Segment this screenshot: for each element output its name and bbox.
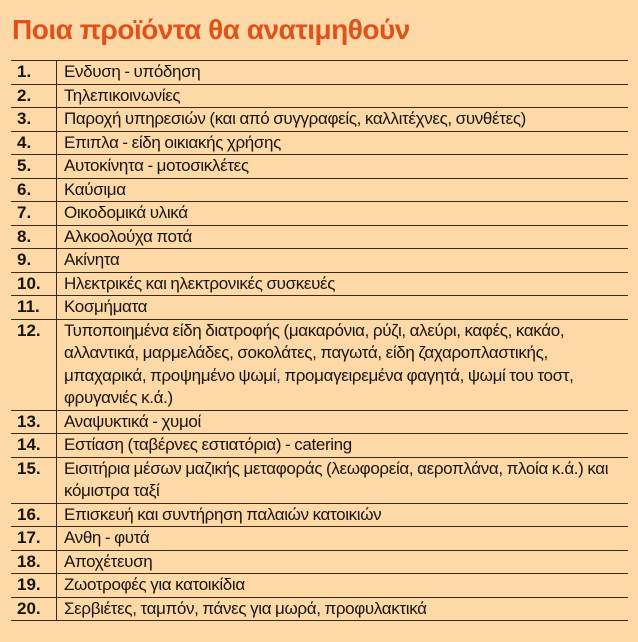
item-text: Ενδυση - υπόδηση: [64, 62, 201, 81]
item-text: Σερβιέτες, ταμπόν, πάνες για μωρά, προφυλακτικά: [64, 598, 427, 618]
item-text: Αναψυκτικά - χυμοί: [64, 411, 201, 431]
item-number: 6.: [11, 179, 57, 202]
table-row: [11, 574, 628, 598]
table-row: [11, 226, 628, 250]
item-text: Καύσιμα: [64, 179, 126, 199]
item-text: Αποχέτευση: [64, 551, 153, 571]
item-text: Οικοδομικά υλικά: [64, 203, 188, 222]
table-row: [11, 434, 628, 458]
item-text: Ζωοτροφές για κατοικίδια: [64, 575, 245, 594]
item-number: 7.: [11, 202, 57, 225]
item-text: Αλκοολούχα ποτά: [64, 226, 192, 246]
item-number: 9.: [11, 249, 57, 272]
table-row: [11, 61, 628, 85]
table-row: [11, 273, 628, 297]
item-text: Ακίνητα: [64, 250, 120, 269]
item-text: Εστίαση (ταβέρνες εστιατόρια) - catering: [64, 435, 352, 454]
table-row: [11, 249, 628, 273]
item-number: 16.: [11, 504, 57, 527]
item-number: 18.: [11, 551, 57, 574]
table-row: [11, 132, 628, 156]
item-number: 11.: [11, 296, 57, 319]
item-text: Αυτοκίνητα - μοτοσικλέτες: [64, 156, 249, 175]
item-text: Τηλεπικοινωνίες: [64, 85, 181, 105]
table-row: [11, 202, 628, 226]
item-number: 13.: [11, 411, 57, 434]
item-number: 20.: [11, 598, 57, 621]
item-number: 3.: [11, 108, 57, 131]
table-row: [11, 411, 628, 435]
table-row: [11, 551, 628, 575]
table-row: [11, 458, 628, 504]
table-row: [11, 108, 628, 132]
item-text: Παροχή υπηρεσιών (και από συγγραφείς, καλλιτέχνες, συνθέτες): [64, 109, 526, 128]
item-number: 8.: [11, 226, 57, 249]
item-number: 19.: [11, 574, 57, 597]
item-number: 12.: [11, 320, 57, 410]
item-number: 1.: [11, 61, 57, 84]
table-row: [11, 296, 628, 320]
item-number: 17.: [11, 527, 57, 550]
item-number: 15.: [11, 458, 57, 503]
table-row: [11, 598, 628, 622]
price-increase-table: [11, 60, 628, 621]
table-row: [11, 320, 628, 411]
item-number: 14.: [11, 434, 57, 457]
item-text: Τυποποιημένα είδη διατροφής (μακαρόνια, ρύζι, αλεύρι, καφές, κακάο, αλλαντικά, μαρμελάδες, σοκολάτες, παγωτά, είδη ζαχαροπλαστικής, μπαχαρικά, προψημένο ψωμί, προμαγειρεμένα φαγητά, ψωμί του τοστ, φρυγανιές κ.ά.): [64, 320, 574, 407]
item-number: 5.: [11, 155, 57, 178]
item-text: Κοσμήματα: [64, 297, 148, 316]
item-text: Εισιτήρια μέσων μαζικής μεταφοράς (λεωφορεία, αεροπλάνα, πλοία κ.ά.) και κόμιστρα ταξί: [64, 458, 609, 500]
table-row: [11, 504, 628, 528]
item-text: Επισκευή και συντήρηση παλαιών κατοικιών: [64, 504, 382, 524]
item-number: 10.: [11, 273, 57, 296]
table-row: [11, 85, 628, 109]
table-row: [11, 155, 628, 179]
item-text: Ηλεκτρικές και ηλεκτρονικές συσκευές: [64, 273, 336, 293]
table-row: [11, 179, 628, 203]
item-text: Ανθη - φυτά: [64, 528, 150, 547]
page-title: Ποια προϊόντα θα ανατιμηθούν: [12, 14, 410, 45]
table-row: [11, 527, 628, 551]
item-number: 4.: [11, 132, 57, 155]
item-number: 2.: [11, 85, 57, 108]
item-text: Επιπλα - είδη οικιακής χρήσης: [64, 132, 281, 152]
